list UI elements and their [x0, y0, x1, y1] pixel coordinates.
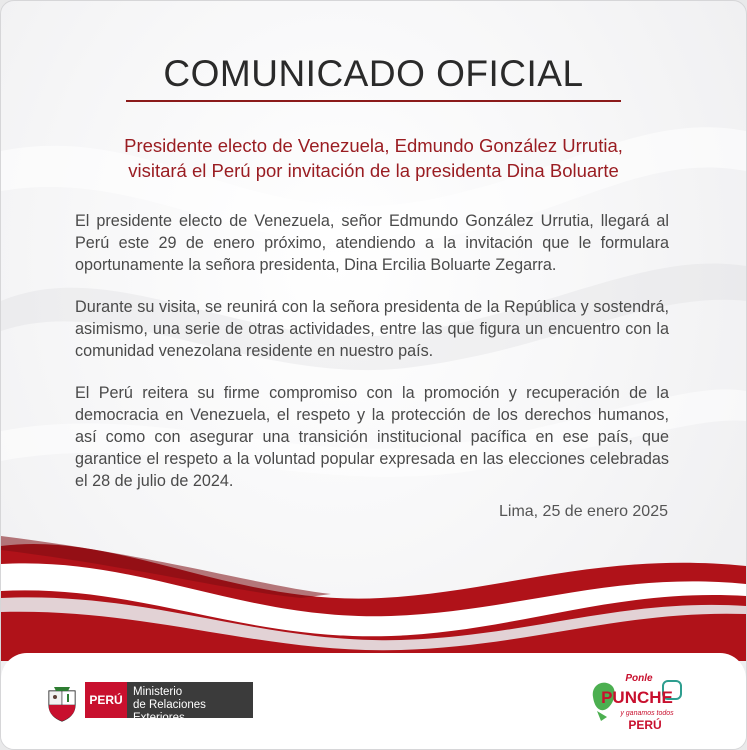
coat-of-arms-icon — [45, 683, 79, 723]
paragraph-3: El Perú reitera su firme compromiso con la promoción y recuperación de la democracia en Venezuela, el respeto y la protección de los derechos humanos, así como con asegurar una transición institucional pacífica en ese país, que garantice el respeto a la voluntad popular expresada en las elecciones celebradas el 28 de julio de 2024. — [75, 384, 669, 490]
flag-ribbon-waves — [1, 536, 746, 661]
communique-body — [75, 210, 669, 512]
date-line: Lima, 25 de enero 2025 — [498, 503, 668, 520]
footer-bar — [1, 653, 746, 749]
ministry-label — [127, 682, 253, 724]
paragraph-1: El presidente electo de Venezuela, señor Edmundo González Urrutia, llegará al Perú este 29 de enero próximo, atendiendo a la invitación que le formulara oportunamente la señora presidenta, Dina Ercilia Boluarte Zegarra. — [75, 212, 669, 274]
ministry-line-1: Ministerio — [133, 686, 183, 698]
page-title: COMUNICADO OFICIAL — [163, 53, 584, 94]
peru-label: PERÚ — [85, 682, 127, 718]
subtitle-line-2: visitará el Perú por invitación de la presidenta Dina Boluarte — [128, 160, 619, 181]
campaign-line-2: PUNCHE — [601, 688, 673, 707]
title-underline — [126, 100, 621, 102]
subtitle — [1, 133, 746, 183]
ponle-punche-peru-logo — [587, 667, 691, 739]
ministry-line-2: de Relaciones Exteriores — [133, 699, 206, 724]
paragraph-2: Durante su visita, se reunirá con la señora presidenta de la República y sostendrá, asimismo, una serie de otras actividades, entre las que figura un encuentro con la comunidad venezolana residente en nuestro país. — [75, 298, 669, 360]
campaign-line-4: PERÚ — [628, 718, 662, 732]
campaign-line-1: Ponle — [625, 673, 653, 684]
subtitle-line-1: Presidente electo de Venezuela, Edmundo González Urrutia, — [124, 135, 623, 156]
campaign-line-3: y ganamos todos — [620, 710, 674, 717]
